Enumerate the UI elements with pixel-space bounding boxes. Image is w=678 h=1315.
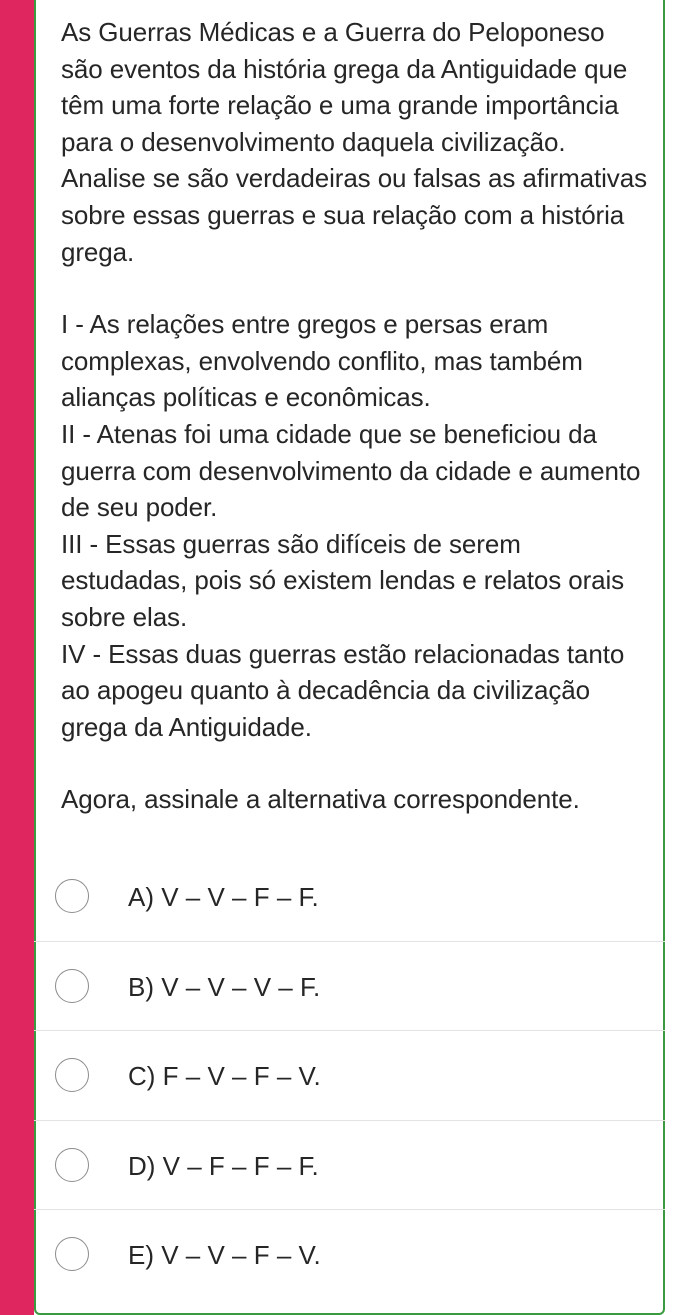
answer-options — [34, 852, 665, 1300]
radio-button-icon[interactable] — [55, 1148, 89, 1182]
radio-button-icon[interactable] — [55, 879, 89, 913]
option-label: A) V – V – F – F. — [128, 882, 319, 912]
option-a[interactable] — [34, 852, 665, 942]
option-c[interactable] — [34, 1031, 665, 1121]
option-d[interactable] — [34, 1121, 665, 1211]
question-intro: As Guerras Médicas e a Guerra do Peloponeso são eventos da história grega da Antiguidade que têm uma forte relação e uma grande importância para o desenvolvimento daquela civilização. Analise se são verdadeiras ou falsas as afirmativas sobre essas guerras e sua relação com a história grega. — [61, 17, 647, 267]
option-label: E) V – V – F – V. — [128, 1240, 321, 1270]
question-prompt: Agora, assinale a alternativa correspondente. — [61, 784, 580, 815]
radio-button-icon[interactable] — [55, 1058, 89, 1092]
statement-1: I - As relações entre gregos e persas eram complexas, envolvendo conflito, mas também alianças políticas e econômicas. — [61, 309, 583, 413]
option-e[interactable] — [34, 1210, 665, 1300]
accent-bar — [0, 0, 34, 1315]
option-label: B) V – V – V – F. — [128, 971, 321, 1002]
option-label: C) F – V – F – V. — [128, 1061, 321, 1091]
question-body — [61, 14, 651, 818]
option-label: D) V – F – F – F. — [128, 1150, 319, 1181]
statement-4: IV - Essas duas guerras estão relacionadas tanto ao apogeu quanto à decadência da civilização grega da Antiguidade. — [61, 638, 625, 742]
option-b[interactable] — [34, 942, 665, 1032]
radio-button-icon[interactable] — [55, 1237, 89, 1271]
statement-3: III - Essas guerras são difíceis de serem estudadas, pois só existem lendas e relatos orais sobre elas. — [61, 528, 625, 632]
statement-2: II - Atenas foi uma cidade que se beneficiou da guerra com desenvolvimento da cidade e aumento de seu poder. — [61, 418, 641, 523]
radio-button-icon[interactable] — [55, 969, 89, 1003]
